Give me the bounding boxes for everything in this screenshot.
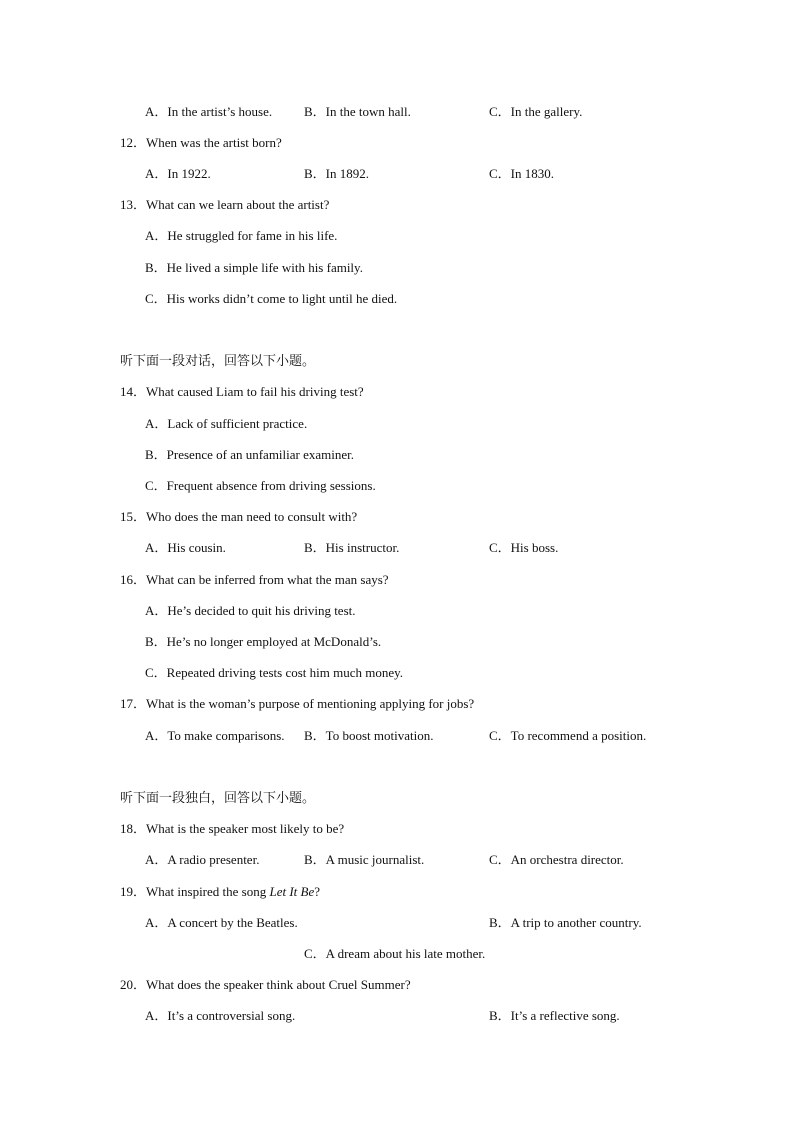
q17-stem: 17．What is the woman’s purpose of mentioning applying for jobs? bbox=[120, 696, 475, 711]
q18-option-b: B．A music journalist. bbox=[304, 852, 425, 867]
section-instruction-monologue: 听下面一段独白，回答以下小题。 bbox=[120, 790, 316, 805]
q18-option-a: A．A radio presenter. bbox=[145, 852, 260, 867]
q14-option-a: A．Lack of sufficient practice. bbox=[145, 416, 308, 431]
q13-option-a: A．He struggled for fame in his life. bbox=[145, 228, 338, 243]
q17-option-b: B．To boost motivation. bbox=[304, 728, 434, 743]
q15-option-b: B．His instructor. bbox=[304, 540, 400, 555]
q13-stem: 13．What can we learn about the artist? bbox=[120, 197, 330, 212]
q19-option-c: C．A dream about his late mother. bbox=[304, 946, 486, 961]
q12-option-c: C．In 1830. bbox=[489, 166, 555, 181]
q18-option-c: C．An orchestra director. bbox=[489, 852, 624, 867]
q19-stem-suffix: ? bbox=[314, 884, 321, 899]
q16-option-a: A．He’s decided to quit his driving test. bbox=[145, 603, 356, 618]
q11-option-b: B．In the town hall. bbox=[304, 104, 411, 119]
q11-option-a: A．In the artist’s house. bbox=[145, 104, 273, 119]
q12-option-a: A．In 1922. bbox=[145, 166, 211, 181]
q19-option-b: B．A trip to another country. bbox=[489, 915, 642, 930]
q17-option-c: C．To recommend a position. bbox=[489, 728, 647, 743]
q20-stem: 20．What does the speaker think about Cruel Summer? bbox=[120, 977, 411, 992]
q19-stem bbox=[120, 884, 320, 900]
q16-option-c: C．Repeated driving tests cost him much money. bbox=[145, 665, 404, 680]
q13-option-b: B．He lived a simple life with his family. bbox=[145, 260, 363, 275]
q20-option-b: B．It’s a reflective song. bbox=[489, 1008, 620, 1023]
q14-stem: 14．What caused Liam to fail his driving test? bbox=[120, 384, 364, 399]
q19-song-title: Let It Be bbox=[269, 884, 315, 899]
q16-option-b: B．He’s no longer employed at McDonald’s. bbox=[145, 634, 382, 649]
q13-option-c: C．His works didn’t come to light until he died. bbox=[145, 291, 398, 306]
q11-option-c: C．In the gallery. bbox=[489, 104, 583, 119]
q15-stem: 15．Who does the man need to consult with? bbox=[120, 509, 358, 524]
q16-stem: 16．What can be inferred from what the man says? bbox=[120, 572, 389, 587]
q20-option-a: A．It’s a controversial song. bbox=[145, 1008, 296, 1023]
q19-stem-prefix: 19．What inspired the song bbox=[120, 884, 270, 899]
q12-option-b: B．In 1892. bbox=[304, 166, 370, 181]
q12-stem: 12．When was the artist born? bbox=[120, 135, 282, 150]
q15-option-a: A．His cousin. bbox=[145, 540, 226, 555]
q14-option-b: B．Presence of an unfamiliar examiner. bbox=[145, 447, 355, 462]
q18-stem: 18．What is the speaker most likely to be? bbox=[120, 821, 345, 836]
q14-option-c: C．Frequent absence from driving sessions. bbox=[145, 478, 376, 493]
q19-option-a: A．A concert by the Beatles. bbox=[145, 915, 298, 930]
q15-option-c: C．His boss. bbox=[489, 540, 559, 555]
q17-option-a: A．To make comparisons. bbox=[145, 728, 285, 743]
section-instruction-dialogue: 听下面一段对话，回答以下小题。 bbox=[120, 353, 316, 368]
